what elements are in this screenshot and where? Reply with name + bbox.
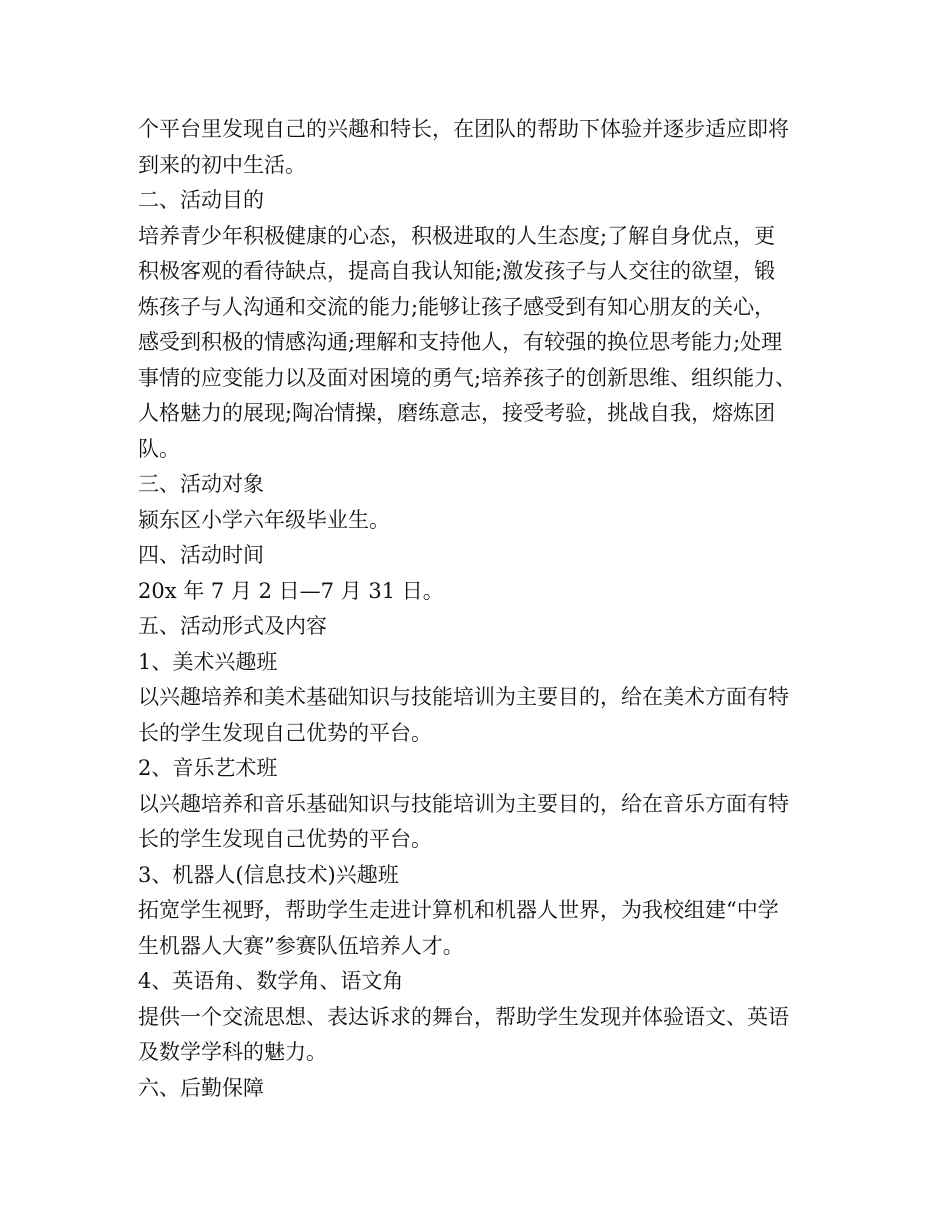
section-heading: 三、活动对象 xyxy=(138,472,264,496)
section-heading: 五、活动形式及内容 xyxy=(138,614,327,638)
section-heading: 二、活动目的 xyxy=(138,188,264,212)
section-heading: 六、后勤保障 xyxy=(138,1075,264,1100)
subsection-heading: 2、音乐艺术班 xyxy=(138,756,278,780)
text-line: 提供一个交流思想、表达诉求的舞台，帮助学生发现并体验语文、英语 xyxy=(138,1004,789,1029)
text-line: 以兴趣培养和美术基础知识与技能培训为主要目的，给在美术方面有特 xyxy=(138,685,789,709)
text-line: 人格魅力的展现;陶冶情操，磨练意志，接受考验，挑战自我，熔炼团 xyxy=(138,401,776,425)
text-line: 及数学学科的魅力。 xyxy=(138,1040,327,1064)
text-line: 拓宽学生视野，帮助学生走进计算机和机器人世界，为我校组建“中学 xyxy=(138,898,779,922)
subsection-heading: 4、英语角、数学角、语文角 xyxy=(138,969,404,993)
text-line: 培养青少年积极健康的心态，积极进取的人生态度;了解自身优点，更 xyxy=(138,223,776,248)
text-line: 队。 xyxy=(138,436,180,461)
text-line: 颍东区小学六年级毕业生。 xyxy=(138,507,390,532)
text-line: 以兴趣培养和音乐基础知识与技能培训为主要目的，给在音乐方面有特 xyxy=(138,791,789,816)
text-line: 炼孩子与人沟通和交流的能力;能够让孩子感受到有知心朋友的关心， xyxy=(138,294,776,319)
text-line: 事情的应变能力以及面对困境的勇气;培养孩子的创新思维、组织能力、 xyxy=(138,365,797,390)
text-line: 20x 年 7 月 2 日—7 月 31 日。 xyxy=(138,578,444,603)
text-line: 长的学生发现自己优势的平台。 xyxy=(138,720,432,745)
text-line: 个平台里发现自己的兴趣和特长，在团队的帮助下体验并逐步适应即将 xyxy=(138,117,789,141)
text-line: 生机器人大赛”参赛队伍培养人才。 xyxy=(138,933,464,958)
text-line: 感受到积极的情感沟通;理解和支持他人，有较强的换位思考能力;处理 xyxy=(138,330,783,354)
section-heading: 四、活动时间 xyxy=(138,543,264,567)
document-body xyxy=(138,112,818,1106)
subsection-heading: 1、美术兴趣班 xyxy=(138,649,278,674)
text-line: 积极客观的看待缺点，提高自我认知能;激发孩子与人交往的欲望，锻 xyxy=(138,259,776,283)
text-line: 长的学生发现自己优势的平台。 xyxy=(138,827,432,851)
subsection-heading: 3、机器人(信息技术)兴趣班 xyxy=(138,862,399,887)
text-line: 到来的初中生活。 xyxy=(138,152,306,177)
